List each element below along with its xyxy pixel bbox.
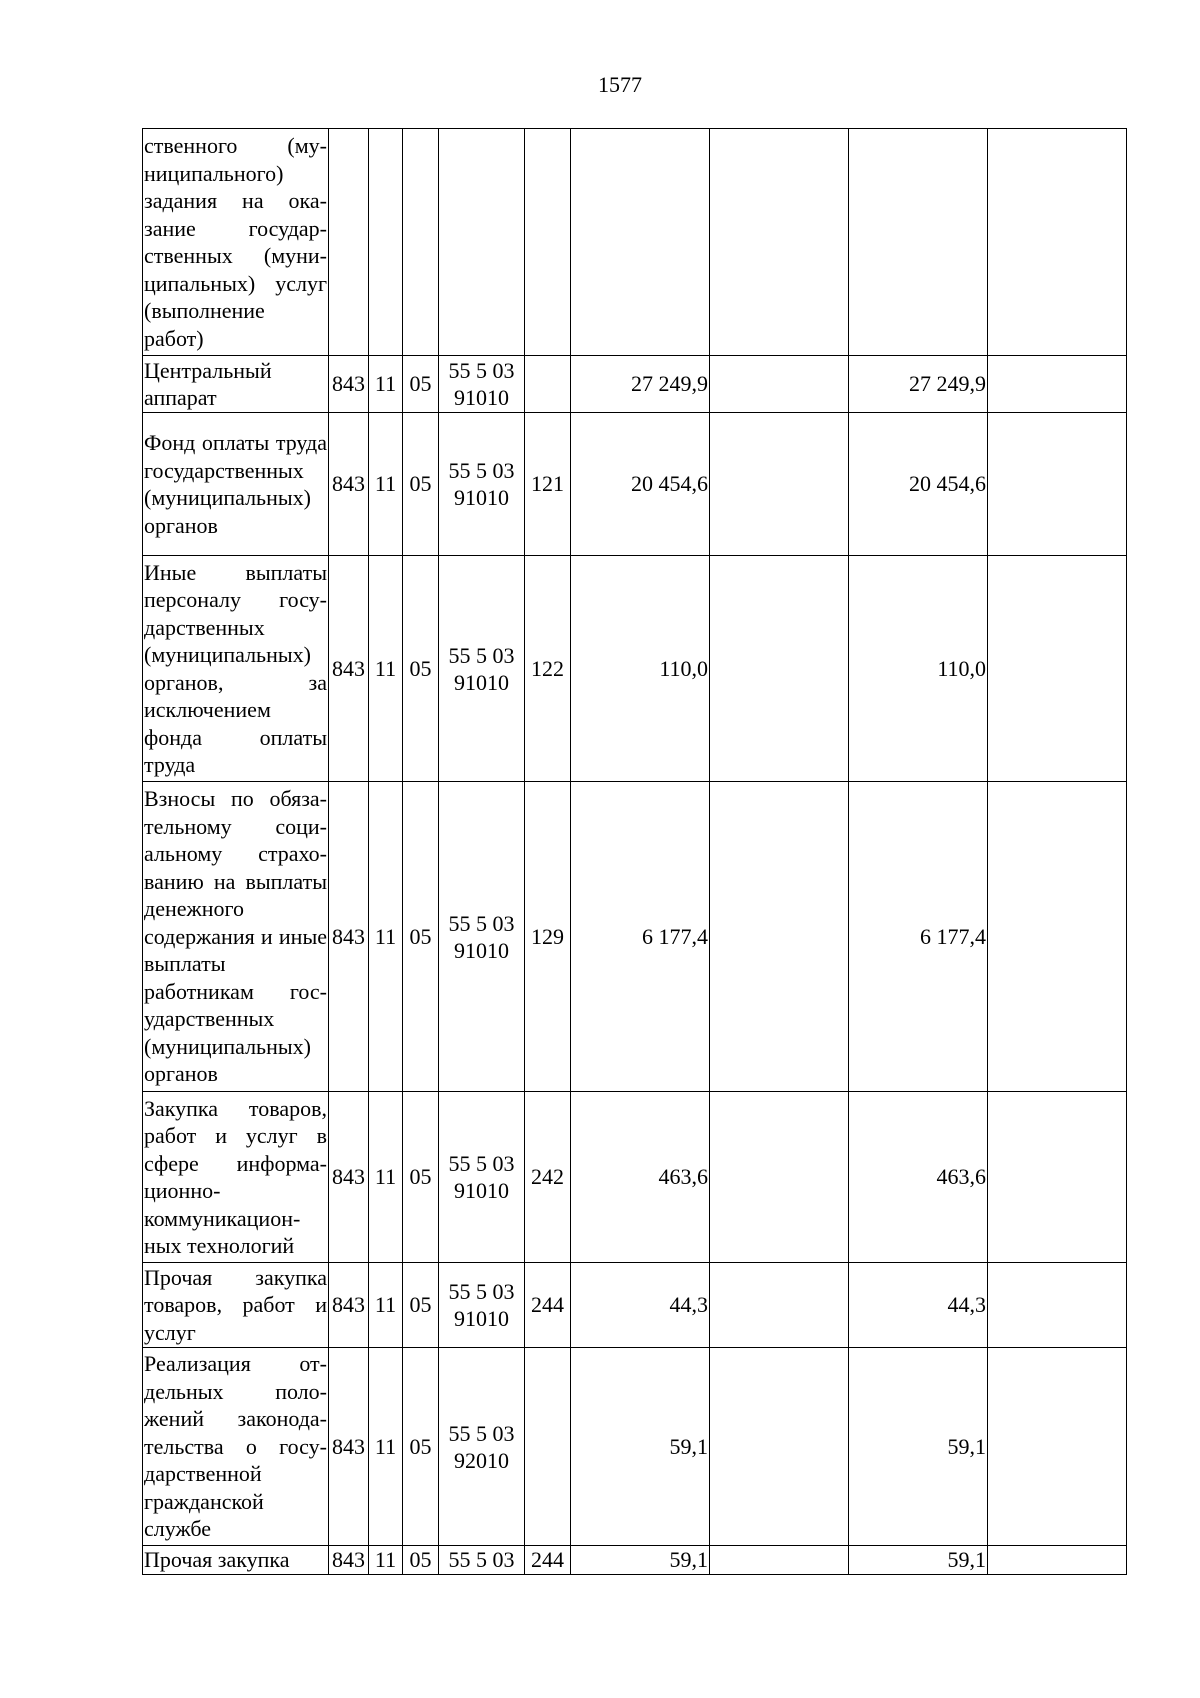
subsection-cell: 05 bbox=[403, 413, 439, 556]
budget-table bbox=[142, 128, 1127, 1575]
expense-type-cell: 121 bbox=[525, 413, 571, 556]
amount-cell-2 bbox=[710, 1092, 849, 1263]
table-row bbox=[143, 1348, 1127, 1546]
section-cell: 11 bbox=[369, 1546, 403, 1575]
expense-type-cell bbox=[525, 356, 571, 413]
section-cell: 11 bbox=[369, 1348, 403, 1546]
grbs-cell: 843 bbox=[329, 356, 369, 413]
amount-cell-3: 110,0 bbox=[849, 556, 988, 782]
amount-cell-2 bbox=[710, 556, 849, 782]
section-cell: 11 bbox=[369, 1092, 403, 1263]
expense-type-cell bbox=[525, 129, 571, 356]
section-cell: 11 bbox=[369, 413, 403, 556]
target-article-cell: 55 5 03 91010 bbox=[439, 1263, 525, 1348]
amount-cell-4 bbox=[988, 1546, 1127, 1575]
amount-cell-4 bbox=[988, 413, 1127, 556]
target-article-cell: 55 5 03 92010 bbox=[439, 1348, 525, 1546]
amount-cell-2 bbox=[710, 129, 849, 356]
target-article-cell: 55 5 03 bbox=[439, 1546, 525, 1575]
table-row bbox=[143, 129, 1127, 356]
grbs-cell: 843 bbox=[329, 1092, 369, 1263]
table-row bbox=[143, 356, 1127, 413]
row-name-cell: Взносы по обязательному социальному страхованию на выплаты денежного содержания и иные выплаты работникам государственных (муниципальных) органов bbox=[143, 782, 329, 1092]
expense-type-cell bbox=[525, 1348, 571, 1546]
amount-cell-1: 59,1 bbox=[571, 1546, 710, 1575]
grbs-cell: 843 bbox=[329, 556, 369, 782]
amount-cell-2 bbox=[710, 1348, 849, 1546]
grbs-cell: 843 bbox=[329, 1263, 369, 1348]
grbs-cell: 843 bbox=[329, 413, 369, 556]
table-row bbox=[143, 1546, 1127, 1575]
amount-cell-2 bbox=[710, 782, 849, 1092]
row-name-cell: Центральный аппарат bbox=[143, 356, 329, 413]
amount-cell-1 bbox=[571, 129, 710, 356]
expense-type-cell: 122 bbox=[525, 556, 571, 782]
expense-type-cell: 244 bbox=[525, 1546, 571, 1575]
target-article-cell bbox=[439, 129, 525, 356]
amount-cell-3: 44,3 bbox=[849, 1263, 988, 1348]
grbs-cell: 843 bbox=[329, 1546, 369, 1575]
subsection-cell: 05 bbox=[403, 1092, 439, 1263]
amount-cell-1: 59,1 bbox=[571, 1348, 710, 1546]
row-name-cell: ственного (муниципального) задания на оказание государственных (муниципальных) услуг (выполнение работ) bbox=[143, 129, 329, 356]
amount-cell-2 bbox=[710, 413, 849, 556]
amount-cell-3: 463,6 bbox=[849, 1092, 988, 1263]
subsection-cell: 05 bbox=[403, 782, 439, 1092]
table-row bbox=[143, 1263, 1127, 1348]
page-number: 1577 bbox=[598, 72, 642, 97]
table-row bbox=[143, 1092, 1127, 1263]
amount-cell-2 bbox=[710, 1546, 849, 1575]
amount-cell-3: 20 454,6 bbox=[849, 413, 988, 556]
section-cell: 11 bbox=[369, 1263, 403, 1348]
target-article-cell: 55 5 03 91010 bbox=[439, 356, 525, 413]
subsection-cell: 05 bbox=[403, 1263, 439, 1348]
amount-cell-4 bbox=[988, 782, 1127, 1092]
subsection-cell: 05 bbox=[403, 356, 439, 413]
section-cell: 11 bbox=[369, 556, 403, 782]
amount-cell-3: 59,1 bbox=[849, 1348, 988, 1546]
row-name-cell: Реализация отдельных положений законодательства о государственной гражданской службе bbox=[143, 1348, 329, 1546]
expense-type-cell: 244 bbox=[525, 1263, 571, 1348]
amount-cell-1: 20 454,6 bbox=[571, 413, 710, 556]
amount-cell-2 bbox=[710, 1263, 849, 1348]
grbs-cell: 843 bbox=[329, 1348, 369, 1546]
table-row bbox=[143, 782, 1127, 1092]
row-name-cell: Закупка товаров, работ и услуг в сфере информационно-коммуникационных технологий bbox=[143, 1092, 329, 1263]
target-article-cell: 55 5 03 91010 bbox=[439, 1092, 525, 1263]
amount-cell-4 bbox=[988, 129, 1127, 356]
amount-cell-1: 6 177,4 bbox=[571, 782, 710, 1092]
amount-cell-4 bbox=[988, 1348, 1127, 1546]
subsection-cell bbox=[403, 129, 439, 356]
amount-cell-4 bbox=[988, 356, 1127, 413]
amount-cell-4 bbox=[988, 1263, 1127, 1348]
amount-cell-3: 27 249,9 bbox=[849, 356, 988, 413]
expense-type-cell: 242 bbox=[525, 1092, 571, 1263]
row-name-cell: Прочая закупка bbox=[143, 1546, 329, 1575]
grbs-cell: 843 bbox=[329, 782, 369, 1092]
target-article-cell: 55 5 03 91010 bbox=[439, 413, 525, 556]
subsection-cell: 05 bbox=[403, 556, 439, 782]
amount-cell-3 bbox=[849, 129, 988, 356]
subsection-cell: 05 bbox=[403, 1348, 439, 1546]
amount-cell-1: 463,6 bbox=[571, 1092, 710, 1263]
row-name-cell: Прочая закупка товаров, работ и услуг bbox=[143, 1263, 329, 1348]
amount-cell-1: 110,0 bbox=[571, 556, 710, 782]
amount-cell-1: 27 249,9 bbox=[571, 356, 710, 413]
section-cell bbox=[369, 129, 403, 356]
section-cell: 11 bbox=[369, 356, 403, 413]
grbs-cell bbox=[329, 129, 369, 356]
amount-cell-4 bbox=[988, 556, 1127, 782]
target-article-cell: 55 5 03 91010 bbox=[439, 782, 525, 1092]
section-cell: 11 bbox=[369, 782, 403, 1092]
table-row bbox=[143, 556, 1127, 782]
expense-type-cell: 129 bbox=[525, 782, 571, 1092]
table-row bbox=[143, 413, 1127, 556]
amount-cell-4 bbox=[988, 1092, 1127, 1263]
target-article-cell: 55 5 03 91010 bbox=[439, 556, 525, 782]
amount-cell-2 bbox=[710, 356, 849, 413]
amount-cell-1: 44,3 bbox=[571, 1263, 710, 1348]
row-name-cell: Иные выплаты персоналу государственных (муниципальных) органов, за исключением фонда оплаты труда bbox=[143, 556, 329, 782]
amount-cell-3: 59,1 bbox=[849, 1546, 988, 1575]
amount-cell-3: 6 177,4 bbox=[849, 782, 988, 1092]
row-name-cell: Фонд оплаты труда государственных (муниципальных) органов bbox=[143, 413, 329, 556]
subsection-cell: 05 bbox=[403, 1546, 439, 1575]
